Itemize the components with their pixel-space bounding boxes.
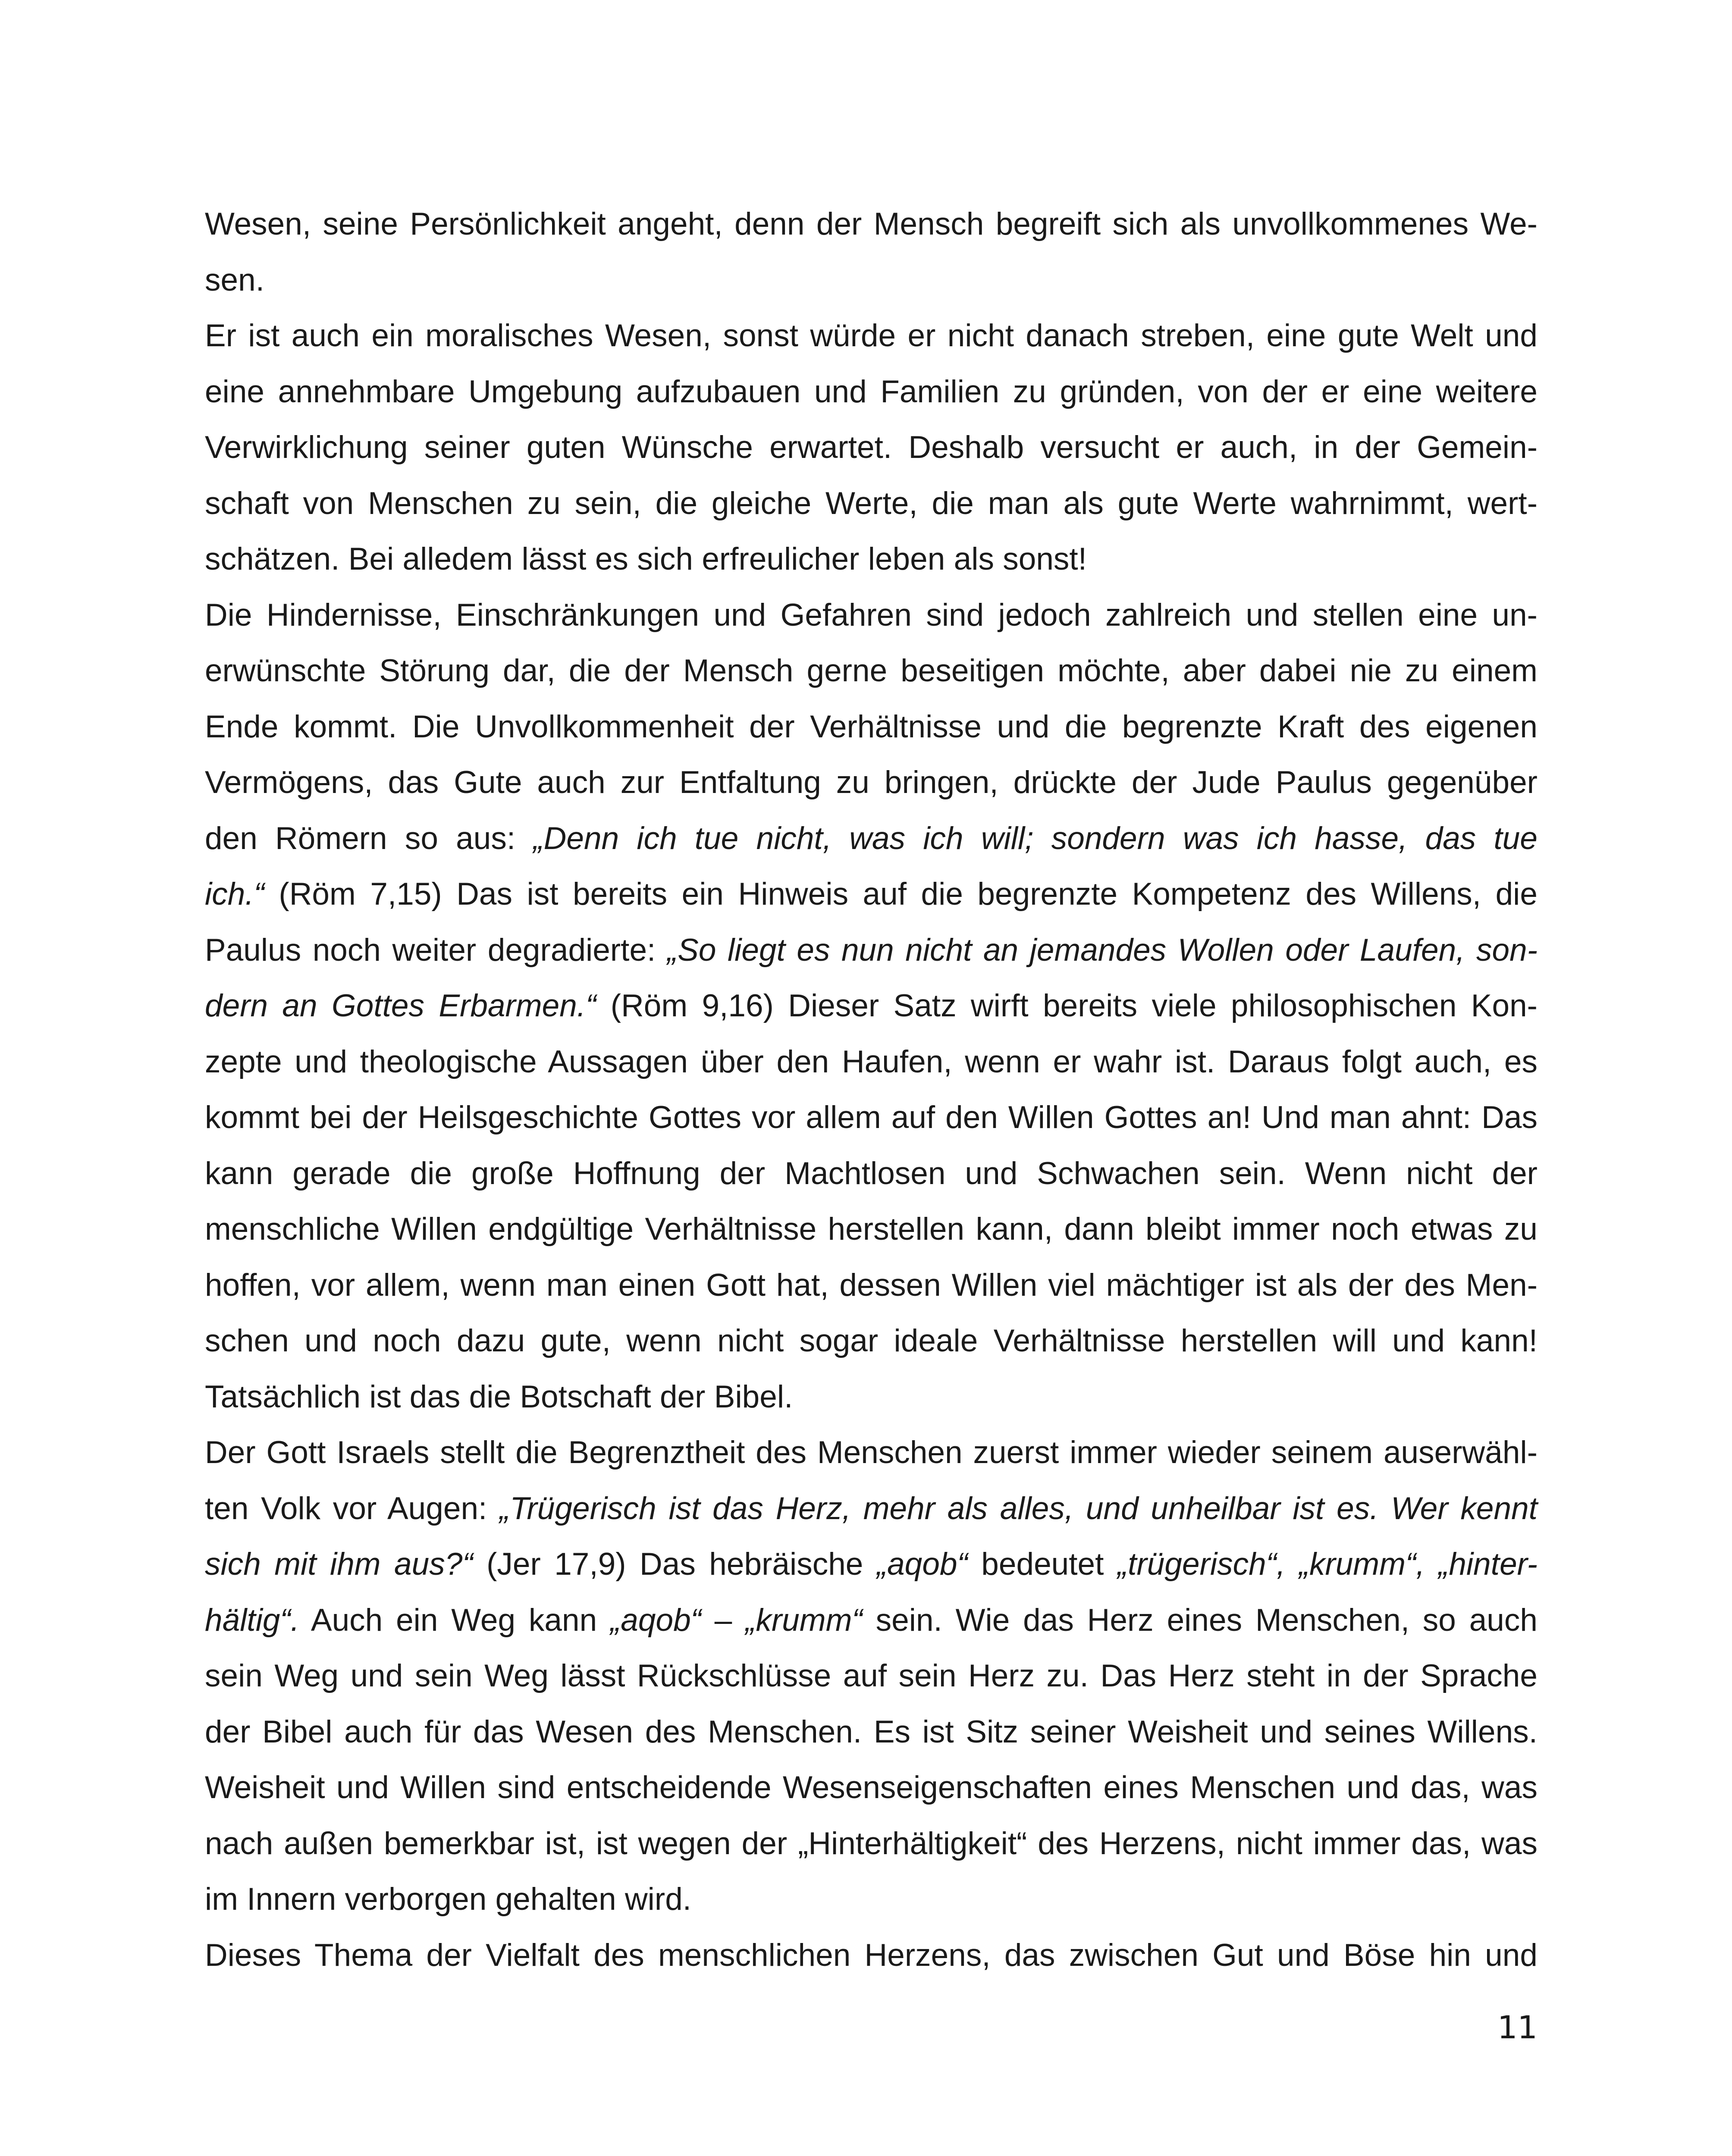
text-span: Der Gott Israels stellt die Begrenztheit des Menschen zuerst immer wieder seinem auserwähl-: [205, 1435, 1537, 1470]
text-line: [205, 420, 1537, 476]
text-span: (Jer 17,9) Das hebräische: [473, 1547, 877, 1582]
text-line: [205, 1536, 1537, 1592]
text-line: [205, 1146, 1537, 1202]
text-span: sein. Wie das Herz eines Menschen, so auch: [862, 1602, 1537, 1638]
text-line: [205, 643, 1537, 699]
italic-quote: „aqob“: [610, 1602, 701, 1638]
text-line: [205, 531, 1537, 587]
text-line: [205, 308, 1537, 364]
text-line: [205, 364, 1537, 420]
text-line: [205, 1481, 1537, 1537]
text-span: –: [701, 1602, 746, 1638]
text-span: menschliche Willen endgültige Verhältnisse herstellen kann, dann bleibt immer noch etwas zu: [205, 1212, 1537, 1247]
text-line: [205, 922, 1537, 978]
italic-quote: ich.“: [205, 877, 264, 912]
text-line: [205, 1927, 1537, 1984]
text-span: sen.: [205, 262, 264, 298]
text-span: Die Hindernisse, Einschränkungen und Gefahren sind jedoch zahlreich und stellen eine un-: [205, 597, 1537, 633]
text-line: [205, 866, 1537, 922]
text-line: [205, 1034, 1537, 1090]
text-line: [205, 699, 1537, 755]
italic-quote: dern an Gottes Erbarmen.“: [205, 988, 596, 1023]
text-span: schätzen. Bei alledem lässt es sich erfreulicher leben als sonst!: [205, 542, 1087, 577]
text-line: [205, 1201, 1537, 1257]
text-span: schen und noch dazu gute, wenn nicht sogar ideale Verhältnisse herstellen will und kann!: [205, 1323, 1537, 1358]
text-span: Auch ein Weg kann: [299, 1602, 610, 1638]
text-span: Vermögens, das Gute auch zur Entfaltung zu bringen, drückte der Jude Paulus gegenüber: [205, 765, 1537, 800]
text-span: zepte und theologische Aussagen über den Haufen, wenn er wahr ist. Daraus folgt auch, es: [205, 1044, 1537, 1079]
italic-quote: „trügerisch“, „krumm“, „hinter-: [1117, 1547, 1537, 1582]
text-line: [205, 1425, 1537, 1481]
text-line: [205, 1369, 1537, 1425]
italic-quote: „So liegt es nun nicht an jemandes Wollen oder Laufen, son-: [667, 932, 1538, 968]
italic-quote: „aqob“: [876, 1547, 968, 1582]
text-span: sein Weg und sein Weg lässt Rückschlüsse auf sein Herz zu. Das Herz steht in der Sprache: [205, 1658, 1537, 1693]
text-line: [205, 1704, 1537, 1760]
text-line: [205, 476, 1537, 532]
text-line: [205, 978, 1537, 1034]
text-span: Tatsächlich ist das die Botschaft der Bibel.: [205, 1379, 793, 1414]
text-span: schaft von Menschen zu sein, die gleiche Werte, die man als gute Werte wahrnimmt, wert-: [205, 486, 1537, 521]
text-span: nach außen bemerkbar ist, ist wegen der „Hinterhältigkeit“ des Herzens, nicht immer das, was: [205, 1826, 1537, 1861]
text-span: Dieses Thema der Vielfalt des menschlichen Herzens, das zwischen Gut und Böse hin und: [205, 1937, 1537, 1973]
text-line: [205, 1592, 1537, 1648]
text-line: [205, 1648, 1537, 1704]
text-span: (Röm 9,16) Dieser Satz wirft bereits viele philosophischen Kon-: [596, 988, 1537, 1023]
text-span: kann gerade die große Hoffnung der Machtlosen und Schwachen sein. Wenn nicht der: [205, 1156, 1537, 1191]
text-span: der Bibel auch für das Wesen des Menschen. Es ist Sitz seiner Weisheit und seines Willens.: [205, 1714, 1537, 1749]
text-line: [205, 252, 1537, 308]
text-span: ten Volk vor Augen:: [205, 1491, 500, 1526]
text-span: im Innern verborgen gehalten wird.: [205, 1882, 692, 1917]
body-text: [205, 196, 1537, 1983]
text-line: [205, 755, 1537, 811]
text-span: Paulus noch weiter degradierte:: [205, 932, 667, 968]
text-line: [205, 196, 1537, 252]
text-span: kommt bei der Heilsgeschichte Gottes vor allem auf den Willen Gottes an! Und man ahnt: Das: [205, 1100, 1537, 1135]
text-line: [205, 1257, 1537, 1313]
text-span: eine annehmbare Umgebung aufzubauen und Familien zu gründen, von der er eine weitere: [205, 374, 1537, 409]
text-span: bedeutet: [967, 1547, 1117, 1582]
page-number: 11: [1497, 2009, 1537, 2046]
text-span: Ende kommt. Die Unvollkommenheit der Verhältnisse und die begrenzte Kraft des eigenen: [205, 709, 1537, 744]
text-line: [205, 1760, 1537, 1816]
text-span: erwünschte Störung dar, die der Mensch gerne beseitigen möchte, aber dabei nie zu einem: [205, 653, 1537, 688]
italic-quote: „Denn ich tue nicht, was ich will; sondern was ich hasse, das tue: [533, 821, 1537, 856]
text-span: Er ist auch ein moralisches Wesen, sonst würde er nicht danach streben, eine gute Welt und: [205, 318, 1537, 353]
text-span: Weisheit und Willen sind entscheidende Wesenseigenschaften eines Menschen und das, was: [205, 1770, 1537, 1805]
text-span: Verwirklichung seiner guten Wünsche erwartet. Deshalb versucht er auch, in der Gemein-: [205, 430, 1537, 465]
text-span: Wesen, seine Persönlichkeit angeht, denn der Mensch begreift sich als unvollkommenes We-: [205, 207, 1537, 241]
italic-quote: „krumm“: [745, 1602, 863, 1638]
text-line: [205, 1816, 1537, 1872]
text-span: hoffen, vor allem, wenn man einen Gott hat, dessen Willen viel mächtiger ist als der des Men-: [205, 1267, 1537, 1303]
italic-quote: hältig“.: [205, 1602, 300, 1638]
text-span: (Röm 7,15) Das ist bereits ein Hinweis auf die begrenzte Kompetenz des Willens, die: [264, 877, 1537, 912]
text-line: [205, 587, 1537, 643]
italic-quote: sich mit ihm aus?“: [205, 1547, 473, 1582]
italic-quote: „Trügerisch ist das Herz, mehr als alles, und unheilbar ist es. Wer kennt: [499, 1491, 1537, 1526]
text-line: [205, 1313, 1537, 1369]
text-line: [205, 811, 1537, 867]
text-line: [205, 1871, 1537, 1927]
text-line: [205, 1090, 1537, 1146]
text-span: den Römern so aus:: [205, 821, 533, 856]
